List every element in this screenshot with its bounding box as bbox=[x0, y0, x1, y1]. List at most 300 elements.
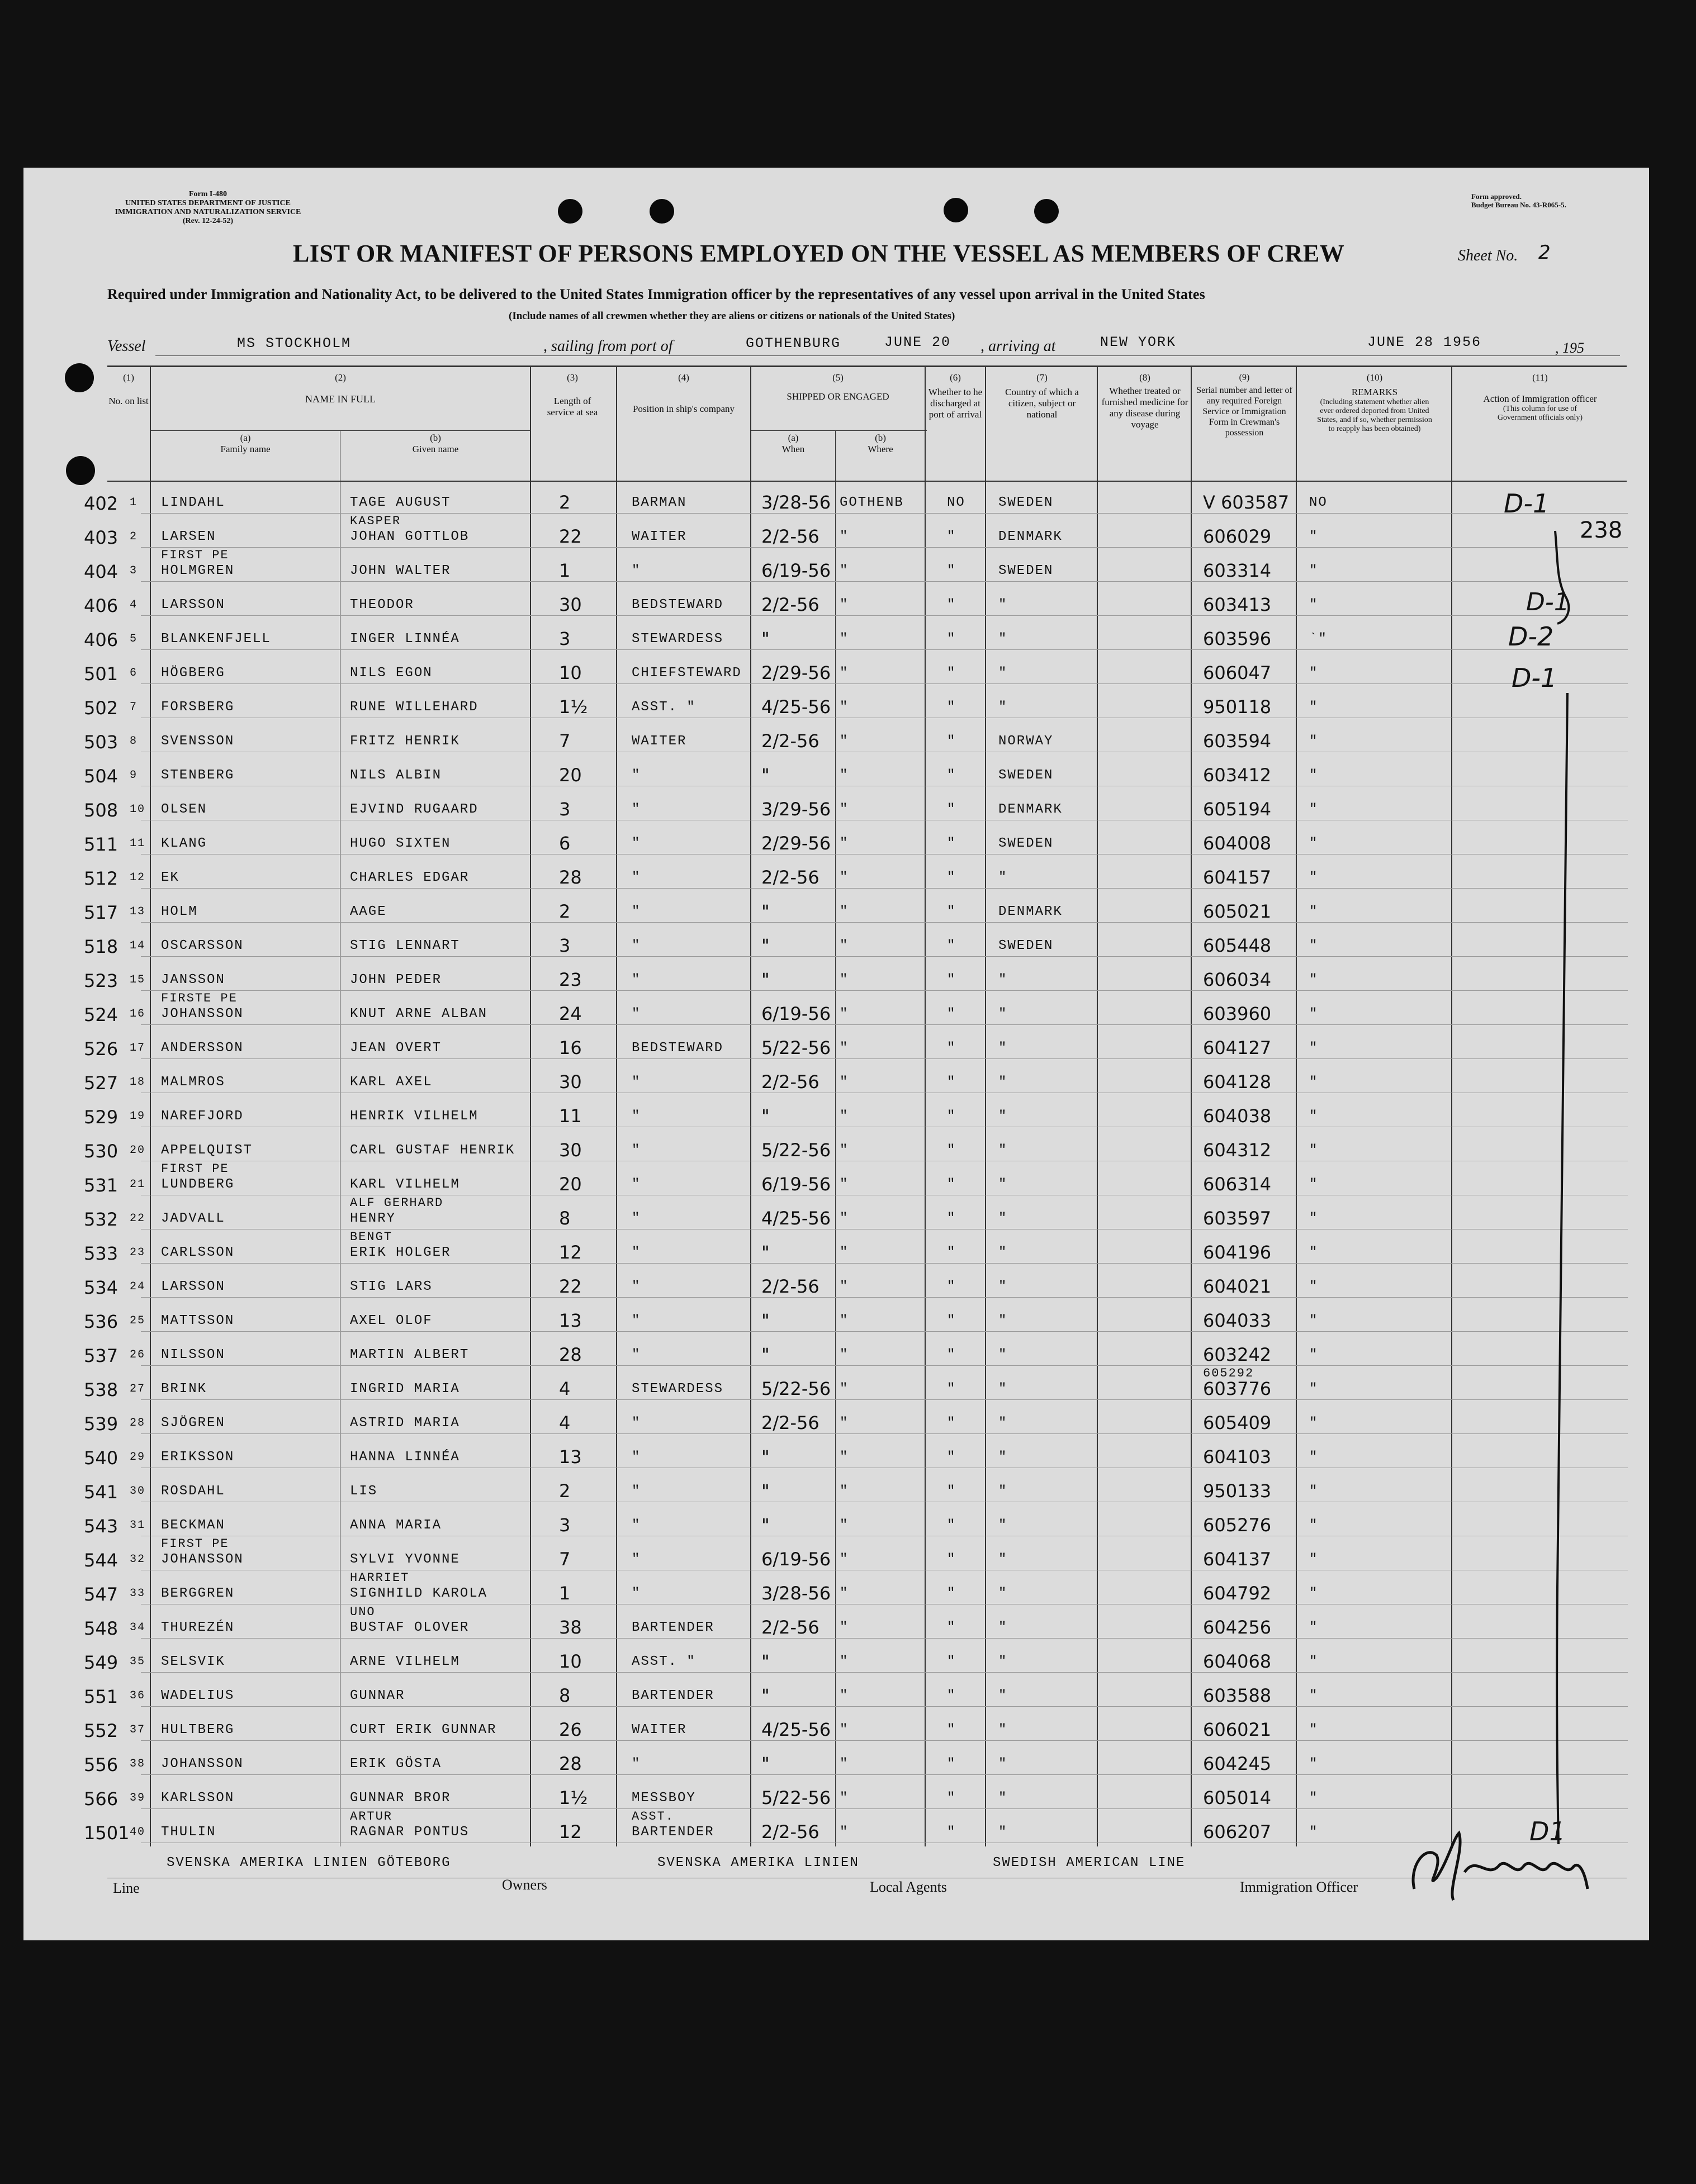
row-number-cell: 37 bbox=[130, 1724, 146, 1736]
shipped-where-cell: " bbox=[840, 563, 849, 578]
serial-number-cell: 604792 bbox=[1203, 1583, 1272, 1604]
serial-number-cell: V 603587 bbox=[1203, 492, 1290, 513]
row-number-cell: 11 bbox=[130, 837, 146, 850]
binder-hole bbox=[65, 363, 94, 392]
remarks-cell: " bbox=[1309, 1654, 1319, 1669]
row-rule bbox=[141, 1740, 1628, 1741]
remarks-cell: " bbox=[1309, 529, 1319, 544]
col11-header: (11) Action of Immigration officer (This column for use of Government officials only) bbox=[1483, 372, 1597, 422]
length-of-service-cell: 26 bbox=[559, 1719, 582, 1740]
remarks-cell: " bbox=[1309, 734, 1319, 749]
col-divider bbox=[150, 365, 151, 1846]
remarks-cell: " bbox=[1309, 1381, 1319, 1397]
length-of-service-cell: 10 bbox=[559, 1651, 582, 1672]
remarks-cell: " bbox=[1309, 563, 1319, 578]
shipped-when-cell: 6/19-56 bbox=[761, 1003, 831, 1024]
shipped-subheader-rule bbox=[751, 430, 927, 431]
line-value: SVENSKA AMERIKA LINIEN GÖTEBORG bbox=[167, 1855, 451, 1870]
arrival-port: NEW YORK bbox=[1100, 334, 1177, 350]
country-cell: " bbox=[998, 1688, 1008, 1703]
shipped-where-cell: " bbox=[840, 1041, 849, 1056]
country-cell: " bbox=[998, 1654, 1008, 1669]
position-cell: " bbox=[632, 802, 641, 817]
row-number-cell: 38 bbox=[130, 1758, 146, 1770]
shipped-where-cell: " bbox=[840, 597, 849, 613]
shipped-when-cell: 6/19-56 bbox=[761, 560, 831, 581]
handwritten-crew-number: 503 bbox=[84, 732, 119, 753]
punch-hole bbox=[1034, 199, 1059, 224]
serial-number-cell: 604021 bbox=[1203, 1276, 1272, 1297]
position-cell: " bbox=[632, 1245, 641, 1260]
given-name-cell: ANNA MARIA bbox=[350, 1518, 442, 1533]
shipped-where-cell: " bbox=[840, 1006, 849, 1022]
position-cell: " bbox=[632, 836, 641, 851]
owners-label: Owners bbox=[502, 1877, 547, 1893]
remarks-cell: " bbox=[1309, 1279, 1319, 1294]
col7-header: (7) Country of which a citizen, subject or national bbox=[1005, 372, 1079, 420]
remarks-cell: " bbox=[1309, 666, 1319, 681]
family-name-cell: LARSEN bbox=[161, 529, 216, 544]
family-name-prefix: FIRST PE bbox=[161, 1537, 229, 1551]
discharged-cell: " bbox=[947, 529, 956, 544]
discharged-cell: " bbox=[947, 1791, 956, 1806]
length-of-service-cell: 28 bbox=[559, 1753, 582, 1774]
handwritten-crew-number: 536 bbox=[84, 1311, 119, 1332]
agency-line: UNITED STATES DEPARTMENT OF JUSTICE bbox=[125, 199, 291, 207]
family-name-cell: BERGGREN bbox=[161, 1586, 235, 1601]
family-name-cell: HOLM bbox=[161, 904, 198, 919]
position-cell: " bbox=[632, 1109, 641, 1124]
family-name-cell: BRINK bbox=[161, 1381, 207, 1397]
remarks-cell: " bbox=[1309, 1722, 1319, 1737]
country-cell: " bbox=[998, 1450, 1008, 1465]
row-number-cell: 19 bbox=[130, 1110, 146, 1123]
given-name-extra: HARRIET bbox=[350, 1571, 410, 1585]
row-number-cell: 26 bbox=[130, 1349, 146, 1361]
country-cell: SWEDEN bbox=[998, 563, 1054, 578]
line-label: Line bbox=[113, 1880, 140, 1896]
given-name-cell: ERIK HOLGER bbox=[350, 1245, 451, 1260]
col2b-header: (b) Given name bbox=[412, 433, 459, 454]
family-name-cell: WADELIUS bbox=[161, 1688, 235, 1703]
serial-number-cell: 603242 bbox=[1203, 1344, 1272, 1365]
given-name-cell: HUGO SIXTEN bbox=[350, 836, 451, 851]
handwritten-crew-number: 556 bbox=[84, 1754, 119, 1775]
col-divider bbox=[1451, 365, 1452, 1846]
length-of-service-cell: 6 bbox=[559, 833, 571, 854]
position-cell: CHIEFSTEWARD bbox=[632, 666, 742, 681]
row-number-cell: 28 bbox=[130, 1417, 146, 1430]
handwritten-crew-number: 552 bbox=[84, 1720, 119, 1741]
position-cell: BARMAN bbox=[632, 495, 687, 510]
position-cell: " bbox=[632, 1586, 641, 1601]
row-number-cell: 1 bbox=[130, 496, 138, 509]
approval-line: Budget Bureau No. 43-R065-5. bbox=[1471, 201, 1566, 209]
length-of-service-cell: 2 bbox=[559, 1480, 571, 1502]
row-rule bbox=[141, 683, 1628, 684]
shipped-when-cell: 2/2-56 bbox=[761, 1412, 819, 1433]
country-cell: " bbox=[998, 1109, 1008, 1124]
row-number-cell: 12 bbox=[130, 871, 146, 884]
officer-signature bbox=[1403, 1822, 1604, 1906]
position-cell: " bbox=[632, 1518, 641, 1533]
given-name-cell: STIG LENNART bbox=[350, 938, 460, 953]
length-of-service-cell: 24 bbox=[559, 1003, 582, 1024]
country-cell: " bbox=[998, 597, 1008, 613]
serial-number-cell: 603413 bbox=[1203, 594, 1272, 615]
shipped-where-cell: " bbox=[840, 1791, 849, 1806]
row-number-cell: 32 bbox=[130, 1553, 146, 1566]
row-number-cell: 23 bbox=[130, 1246, 146, 1259]
length-of-service-cell: 3 bbox=[559, 799, 571, 820]
country-cell: " bbox=[998, 1416, 1008, 1431]
shipped-where-cell: " bbox=[840, 802, 849, 817]
given-name-cell: RUNE WILLEHARD bbox=[350, 700, 479, 715]
position-cell: " bbox=[632, 1075, 641, 1090]
row-rule bbox=[141, 581, 1628, 582]
row-rule bbox=[141, 1774, 1628, 1775]
remarks-cell: " bbox=[1309, 1825, 1319, 1840]
family-name-prefix: FIRSTE PE bbox=[161, 991, 238, 1005]
shipped-when-cell: " bbox=[761, 1446, 770, 1468]
shipped-when-cell: " bbox=[761, 765, 770, 786]
handwritten-crew-number: 502 bbox=[84, 697, 119, 719]
family-name-cell: STENBERG bbox=[161, 768, 235, 783]
remarks-cell: " bbox=[1309, 700, 1319, 715]
discharged-cell: " bbox=[947, 802, 956, 817]
family-name-prefix: FIRST PE bbox=[161, 1162, 229, 1176]
given-name-cell: CURT ERIK GUNNAR bbox=[350, 1722, 497, 1737]
family-name-cell: HÖGBERG bbox=[161, 666, 225, 681]
row-number-cell: 13 bbox=[130, 905, 146, 918]
length-of-service-cell: 2 bbox=[559, 492, 571, 513]
handwritten-crew-number: 531 bbox=[84, 1175, 119, 1196]
family-name-cell: NILSSON bbox=[161, 1347, 225, 1362]
given-name-cell: SYLVI YVONNE bbox=[350, 1552, 460, 1567]
remarks-cell: " bbox=[1309, 836, 1319, 851]
family-name-cell: HOLMGREN bbox=[161, 563, 235, 578]
length-of-service-cell: 20 bbox=[559, 1174, 582, 1195]
col-divider bbox=[925, 365, 926, 1846]
row-number-cell: 21 bbox=[130, 1178, 146, 1191]
position-cell: BEDSTEWARD bbox=[632, 1041, 724, 1056]
position-cell: BARTENDER bbox=[632, 1620, 714, 1635]
sailing-label: , sailing from port of bbox=[543, 338, 673, 355]
position-cell: " bbox=[632, 1143, 641, 1158]
length-of-service-cell: 13 bbox=[559, 1446, 582, 1468]
action-note: D1 bbox=[1529, 1816, 1566, 1846]
shipped-when-cell: 2/29-56 bbox=[761, 833, 831, 854]
shipped-when-cell: 2/2-56 bbox=[761, 1276, 819, 1297]
col1-header: (1) No. on list bbox=[108, 372, 149, 406]
shipped-when-cell: 4/25-56 bbox=[761, 696, 831, 718]
arrival-date: JUNE 28 1956 bbox=[1367, 334, 1482, 350]
handwritten-crew-number: 518 bbox=[84, 936, 119, 957]
handwritten-crew-number: 406 bbox=[84, 629, 119, 651]
remarks-cell: " bbox=[1309, 870, 1319, 885]
row-number-cell: 25 bbox=[130, 1314, 146, 1327]
discharged-cell: " bbox=[947, 632, 956, 647]
col5b-header: (b) Where bbox=[868, 433, 893, 454]
country-cell: DENMARK bbox=[998, 529, 1063, 544]
serial-number-cell: 606047 bbox=[1203, 662, 1272, 683]
length-of-service-cell: 7 bbox=[559, 1549, 571, 1570]
table-top-rule bbox=[107, 365, 1627, 367]
manifest-sheet bbox=[23, 168, 1649, 1940]
serial-number-cell: 604245 bbox=[1203, 1753, 1272, 1774]
family-name-cell: ROSDAHL bbox=[161, 1484, 225, 1499]
discharged-cell: " bbox=[947, 1654, 956, 1669]
family-name-cell: OLSEN bbox=[161, 802, 207, 817]
given-name-cell: NILS EGON bbox=[350, 666, 433, 681]
shipped-when-cell: " bbox=[761, 1242, 770, 1263]
country-cell: " bbox=[998, 1586, 1008, 1601]
position-cell: " bbox=[632, 1006, 641, 1022]
discharged-cell: " bbox=[947, 1211, 956, 1226]
given-name-cell: GUNNAR bbox=[350, 1688, 405, 1703]
given-name-cell: SIGNHILD KAROLA bbox=[350, 1586, 488, 1601]
country-cell: " bbox=[998, 632, 1008, 647]
row-rule bbox=[141, 1058, 1628, 1059]
handwritten-crew-number: 512 bbox=[84, 868, 119, 889]
col9-header: (9) Serial number and letter of any required Foreign Service or Immigration Form in Crewman's possession bbox=[1196, 373, 1292, 438]
position-cell: " bbox=[632, 1279, 641, 1294]
remarks-cell: " bbox=[1309, 1211, 1319, 1226]
position-cell: MESSBOY bbox=[632, 1791, 696, 1806]
position-cell: " bbox=[632, 1552, 641, 1567]
margin-note-238: 238 bbox=[1580, 517, 1623, 543]
row-number-cell: 9 bbox=[130, 769, 138, 782]
given-name-cell: STIG LARS bbox=[350, 1279, 433, 1294]
family-name-cell: BLANKENFJELL bbox=[161, 632, 271, 647]
row-number-cell: 29 bbox=[130, 1451, 146, 1464]
country-cell: " bbox=[998, 1620, 1008, 1635]
discharged-cell: " bbox=[947, 666, 956, 681]
given-name-cell: INGRID MARIA bbox=[350, 1381, 460, 1397]
shipped-where-cell: " bbox=[840, 1381, 849, 1397]
row-rule bbox=[141, 1672, 1628, 1673]
row-number-cell: 22 bbox=[130, 1212, 146, 1225]
row-rule bbox=[141, 1638, 1628, 1639]
discharged-cell: " bbox=[947, 1279, 956, 1294]
col8-header: (8) Whether treated or furnished medicine for any disease during voyage bbox=[1101, 372, 1188, 430]
serial-number-cell: 605448 bbox=[1203, 935, 1272, 956]
shipped-where-cell: " bbox=[840, 1177, 849, 1192]
position-cell: " bbox=[632, 938, 641, 953]
remarks-cell: " bbox=[1309, 1518, 1319, 1533]
row-number-cell: 24 bbox=[130, 1280, 146, 1293]
agency-line: (Rev. 12-24-52) bbox=[182, 217, 234, 225]
row-number-cell: 17 bbox=[130, 1042, 146, 1055]
remarks-cell: " bbox=[1309, 802, 1319, 817]
shipped-where-cell: " bbox=[840, 1211, 849, 1226]
serial-number-cell: 606029 bbox=[1203, 526, 1272, 547]
shipped-where-cell: " bbox=[840, 1416, 849, 1431]
col-divider bbox=[750, 365, 751, 1846]
col-divider bbox=[530, 365, 531, 1846]
remarks-cell: " bbox=[1309, 597, 1319, 613]
length-of-service-cell: 30 bbox=[559, 594, 582, 615]
col5a-header: (a) When bbox=[781, 433, 805, 454]
country-cell: " bbox=[998, 1211, 1008, 1226]
length-of-service-cell: 10 bbox=[559, 662, 582, 683]
serial-number-cell: 603594 bbox=[1203, 730, 1272, 752]
family-name-cell: MALMROS bbox=[161, 1075, 225, 1090]
sailing-date: JUNE 20 bbox=[884, 334, 951, 350]
position-cell: WAITER bbox=[632, 529, 687, 544]
discharged-cell: " bbox=[947, 1586, 956, 1601]
action-bracket-line bbox=[1533, 525, 1577, 1855]
handwritten-crew-number: 551 bbox=[84, 1686, 119, 1707]
handwritten-crew-number: 549 bbox=[84, 1652, 119, 1673]
country-cell: " bbox=[998, 700, 1008, 715]
discharged-cell: " bbox=[947, 597, 956, 613]
given-name-cell: EJVIND RUGAARD bbox=[350, 802, 479, 817]
family-name-cell: JADVALL bbox=[161, 1211, 225, 1226]
discharged-cell: " bbox=[947, 1143, 956, 1158]
include-text: (Include names of all crewmen whether they are aliens or citizens or nationals of the United States) bbox=[509, 310, 955, 322]
country-cell: DENMARK bbox=[998, 802, 1063, 817]
country-cell: " bbox=[998, 972, 1008, 987]
action-note: D-1 bbox=[1512, 663, 1557, 693]
remarks-cell: " bbox=[1309, 1688, 1319, 1703]
handwritten-crew-number: 530 bbox=[84, 1141, 119, 1162]
row-rule bbox=[141, 1365, 1628, 1366]
shipped-where-cell: " bbox=[840, 1484, 849, 1499]
serial-number-cell: 605014 bbox=[1203, 1787, 1272, 1808]
handwritten-crew-number: 548 bbox=[84, 1618, 119, 1639]
approval-line: Form approved. bbox=[1471, 192, 1522, 201]
serial-number-cell: 603597 bbox=[1203, 1208, 1272, 1229]
handwritten-crew-number: 403 bbox=[84, 527, 119, 548]
position-cell: " bbox=[632, 1756, 641, 1772]
discharged-cell: " bbox=[947, 1688, 956, 1703]
length-of-service-cell: 22 bbox=[559, 526, 582, 547]
serial-number-cell: 604008 bbox=[1203, 833, 1272, 854]
sheet-number-label: Sheet No. bbox=[1458, 247, 1518, 264]
family-name-cell: EK bbox=[161, 870, 179, 885]
country-cell: " bbox=[998, 1484, 1008, 1499]
serial-number-cell: 605021 bbox=[1203, 901, 1272, 922]
row-rule bbox=[141, 888, 1628, 889]
col-divider bbox=[1097, 365, 1098, 1846]
row-number-cell: 3 bbox=[130, 564, 138, 577]
shipped-where-cell: " bbox=[840, 734, 849, 749]
position-cell: STEWARDESS bbox=[632, 632, 724, 647]
shipped-when-cell: " bbox=[761, 628, 770, 649]
shipped-when-cell: 2/2-56 bbox=[761, 1821, 819, 1843]
country-cell: " bbox=[998, 870, 1008, 885]
given-name-cell: KARL VILHELM bbox=[350, 1177, 460, 1192]
shipped-when-cell: 5/22-56 bbox=[761, 1787, 831, 1808]
position-cell: BARTENDER bbox=[632, 1688, 714, 1703]
row-rule bbox=[141, 1706, 1628, 1707]
given-name-extra: BENGT bbox=[350, 1230, 393, 1244]
col6-header: (6) Whether to he discharged at port of arrival bbox=[928, 372, 983, 420]
handwritten-crew-number: 534 bbox=[84, 1277, 119, 1298]
serial-number-cell: 605409 bbox=[1203, 1412, 1272, 1433]
shipped-when-cell: 2/2-56 bbox=[761, 1071, 819, 1093]
handwritten-crew-number: 511 bbox=[84, 834, 119, 855]
shipped-where-cell: " bbox=[840, 700, 849, 715]
family-name-cell: MATTSSON bbox=[161, 1313, 235, 1328]
col4-header: (4) Position in ship's company bbox=[632, 372, 735, 414]
position-cell: STEWARDESS bbox=[632, 1381, 724, 1397]
family-name-cell: NAREFJORD bbox=[161, 1109, 244, 1124]
given-name-cell: AXEL OLOF bbox=[350, 1313, 433, 1328]
family-name-cell: OSCARSSON bbox=[161, 938, 244, 953]
length-of-service-cell: 12 bbox=[559, 1821, 582, 1843]
shipped-when-cell: " bbox=[761, 1105, 770, 1127]
discharged-cell: " bbox=[947, 836, 956, 851]
serial-number-correction: 605292 bbox=[1203, 1366, 1254, 1380]
given-name-cell: FRITZ HENRIK bbox=[350, 734, 460, 749]
handwritten-crew-number: 532 bbox=[84, 1209, 119, 1230]
col10-header: (10) REMARKS (Including statement whether alien ever ordered deported from United States, and if so, whether permission to reapply has been obtained) bbox=[1317, 372, 1432, 433]
family-name-cell: FORSBERG bbox=[161, 700, 235, 715]
family-name-cell: JANSSON bbox=[161, 972, 225, 987]
given-name-cell: BUSTAF OLOVER bbox=[350, 1620, 470, 1635]
handwritten-crew-number: 547 bbox=[84, 1584, 119, 1605]
shipped-where-cell: " bbox=[840, 666, 849, 681]
position-cell: " bbox=[632, 768, 641, 783]
handwritten-crew-number: 529 bbox=[84, 1107, 119, 1128]
row-number-cell: 15 bbox=[130, 974, 146, 986]
shipped-where-cell: " bbox=[840, 1245, 849, 1260]
shipped-where-cell: " bbox=[840, 768, 849, 783]
row-number-cell: 6 bbox=[130, 667, 138, 680]
discharged-cell: " bbox=[947, 904, 956, 919]
discharged-cell: " bbox=[947, 1722, 956, 1737]
handwritten-crew-number: 543 bbox=[84, 1516, 119, 1537]
discharged-cell: " bbox=[947, 1381, 956, 1397]
handwritten-crew-number: 404 bbox=[84, 561, 119, 582]
family-name-cell: APPELQUIST bbox=[161, 1143, 253, 1158]
handwritten-crew-number: 508 bbox=[84, 800, 119, 821]
position-cell: " bbox=[632, 972, 641, 987]
position-cell: " bbox=[632, 1484, 641, 1499]
remarks-cell: " bbox=[1309, 768, 1319, 783]
punch-hole bbox=[650, 199, 674, 224]
row-number-cell: 33 bbox=[130, 1587, 146, 1600]
handwritten-crew-number: 539 bbox=[84, 1413, 119, 1435]
serial-number-cell: 606034 bbox=[1203, 969, 1272, 990]
row-rule bbox=[141, 547, 1628, 548]
country-cell: DENMARK bbox=[998, 904, 1063, 919]
length-of-service-cell: 1½ bbox=[559, 696, 588, 718]
remarks-cell: " bbox=[1309, 1347, 1319, 1362]
shipped-when-cell: 5/22-56 bbox=[761, 1378, 831, 1399]
position-cell: " bbox=[632, 1450, 641, 1465]
shipped-where-cell: GOTHENB bbox=[840, 495, 904, 510]
shipped-when-cell: 5/22-56 bbox=[761, 1037, 831, 1058]
family-name-cell: SJÖGREN bbox=[161, 1416, 225, 1431]
country-cell: " bbox=[998, 1075, 1008, 1090]
remarks-cell: `" bbox=[1309, 632, 1328, 647]
given-name-cell: HENRY bbox=[350, 1211, 396, 1226]
length-of-service-cell: 23 bbox=[559, 969, 582, 990]
family-name-cell: JOHANSSON bbox=[161, 1552, 244, 1567]
given-name-cell: ASTRID MARIA bbox=[350, 1416, 460, 1431]
col2-header: (2) NAME IN FULL bbox=[305, 372, 376, 405]
serial-number-cell: 604128 bbox=[1203, 1071, 1272, 1093]
family-name-cell: HULTBERG bbox=[161, 1722, 235, 1737]
required-text: Required under Immigration and Nationality Act, to be delivered to the United States Immigration officer by the representatives of any vessel upon arrival in the United States bbox=[107, 286, 1205, 302]
position-cell: BEDSTEWARD bbox=[632, 597, 724, 613]
given-name-cell: AAGE bbox=[350, 904, 387, 919]
row-rule bbox=[141, 1263, 1628, 1264]
shipped-where-cell: " bbox=[840, 1825, 849, 1840]
